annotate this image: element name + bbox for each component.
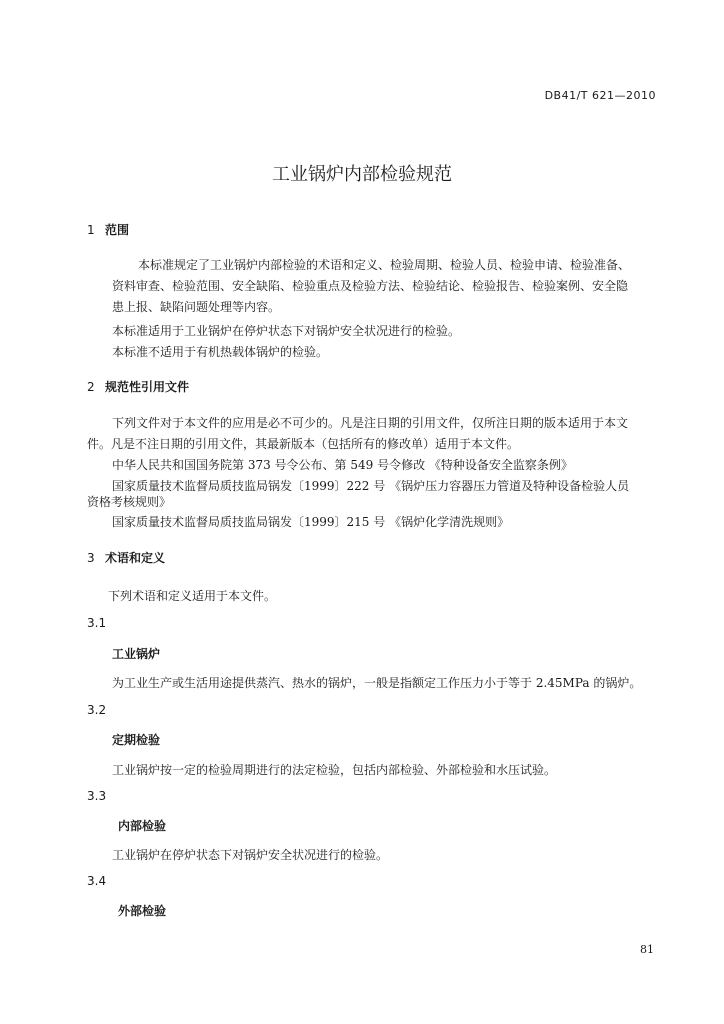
s1-para1-line3: 患上报、缺陷问题处理等内容。 [112,300,281,314]
term-definition: 工业锅炉按一定的检验周期进行的法定检验，包括内部检验、外部检验和水压试验。 [112,763,557,777]
s2-para1-line1: 下列文件对于本文件的应用是必不可少的。凡是注日期的引用文件，仅所注日期的版本适用于本文 [112,416,629,430]
term-number: 3.4 [87,874,107,888]
s1-para3: 本标准不适用于有机热载体锅炉的检验。 [112,345,329,359]
term-number: 3.3 [87,789,107,803]
s2-ref1: 中华人民共和国国务院第 373 号令公布、第 549 号令修改 《特种设备安全监察条例》 [112,458,573,472]
term-number: 3.1 [87,616,107,630]
s2-ref2-line1: 国家质量技术监督局质技监局锅发〔1999〕222 号 《锅炉压力容器压力管道及特种设备检验人员 [112,479,630,493]
section-title: 规范性引用文件 [105,380,190,394]
s2-para1-line2: 件。凡是不注日期的引用文件，其最新版本（包括所有的修改单）适用于本文件。 [87,437,520,451]
section-title: 范围 [105,223,130,237]
standard-code: DB41/T 621—2010 [544,89,656,102]
term-definition: 工业锅炉在停炉状态下对锅炉安全状况进行的检验。 [112,848,389,862]
section-number: 1 [87,223,95,237]
page-title: 工业锅炉内部检验规范 [272,164,452,185]
s1-para2: 本标准适用于工业锅炉在停炉状态下对锅炉安全状况进行的检验。 [112,324,461,338]
s2-ref2-line2: 资格考核规则》 [87,495,172,509]
section-number: 2 [87,380,95,394]
section-2-heading [87,378,189,395]
term-heading: 外部检验 [118,904,167,918]
term-heading: 定期检验 [112,733,161,747]
page-number: 81 [640,943,654,956]
term-heading: 工业锅炉 [112,647,161,661]
section-3-heading [87,549,165,566]
s1-para1-line2: 资料审查、检验范围、安全缺陷、检验重点及检验方法、检验结论、检验报告、检验案例、安全隐 [112,279,629,293]
section-number: 3 [87,551,95,565]
s3-intro: 下列术语和定义适用于本文件。 [108,589,277,603]
term-number: 3.2 [87,703,107,717]
term-definition: 为工业生产或生活用途提供蒸汽、热水的锅炉，一般是指额定工作压力小于等于 2.45MPa 的锅炉。 [112,676,642,690]
section-1-heading [87,221,129,238]
term-heading: 内部检验 [118,819,167,833]
s1-para1-line1: 本标准规定了工业锅炉内部检验的术语和定义、检验周期、检验人员、检验申请、检验准备、 [138,258,631,272]
s2-ref3: 国家质量技术监督局质技监局锅发〔1999〕215 号 《锅炉化学清洗规则》 [112,515,510,529]
section-title: 术语和定义 [105,551,166,565]
